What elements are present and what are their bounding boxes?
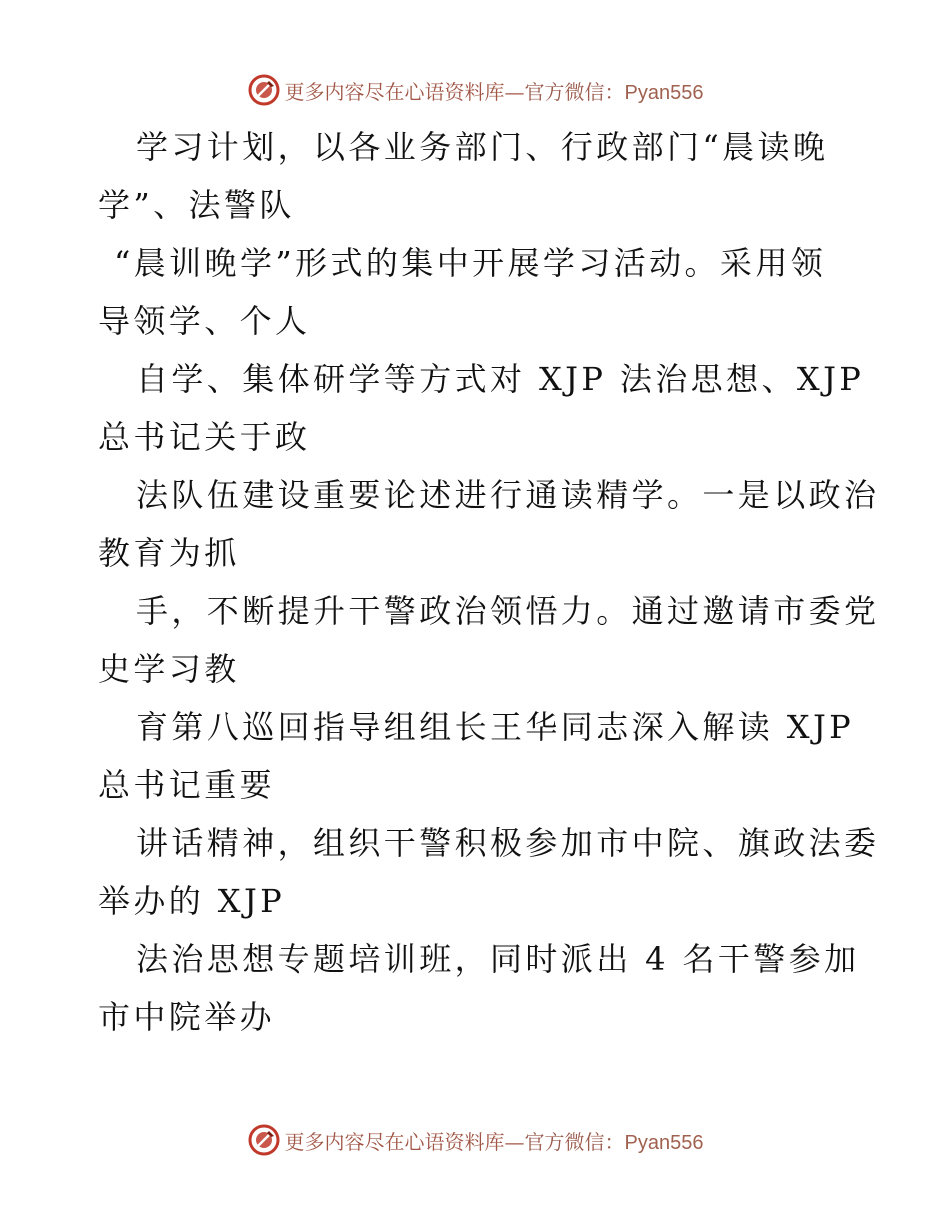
brand-logo-icon: [247, 1123, 281, 1157]
watermark-text: 更多内容尽在心语资料库: [284, 79, 505, 104]
watermark-wechat-label: 官方微信：: [524, 1129, 625, 1154]
paragraph: [0, 698, 950, 814]
paragraph-line: 总书记关于政: [98, 418, 311, 456]
paragraph: [0, 118, 950, 234]
paragraph-line: 市中院举办: [98, 998, 276, 1036]
watermark-dash: —: [504, 1129, 525, 1154]
paragraph: [0, 930, 950, 1046]
paragraph-line: 举办的 XJP: [98, 882, 286, 920]
paragraph-line: 育第八巡回指导组组长王华同志深入解读 XJP: [136, 708, 855, 746]
paragraph: [0, 814, 950, 930]
brand-logo-icon: [247, 73, 281, 107]
paragraph-line: 自学、集体研学等方式对 XJP 法治思想、XJP: [136, 360, 865, 398]
watermark-wechat-label: 官方微信：: [524, 79, 625, 104]
footer-watermark: [0, 1120, 950, 1160]
paragraph-line: 讲话精神，组织干警积极参加市中院、旗政法委: [136, 824, 880, 862]
document-body: [0, 118, 950, 1046]
watermark-dash: —: [504, 79, 525, 104]
watermark-wechat-id: Pyan556: [624, 1131, 704, 1154]
paragraph-line: 法队伍建设重要论述进行通读精学。一是以政治: [136, 476, 880, 514]
watermark-text: 更多内容尽在心语资料库: [284, 1129, 505, 1154]
paragraph-line: 史学习教: [98, 650, 240, 688]
paragraph-line: 手，不断提升干警政治领悟力。通过邀请市委党: [136, 592, 880, 630]
paragraph: [0, 350, 950, 466]
paragraph-line: 学习计划，以各业务部门、行政部门“晨读晚: [136, 128, 829, 166]
paragraph: [0, 466, 950, 582]
paragraph-line: 教育为抓: [98, 534, 240, 572]
paragraph-line: 导领学、个人: [98, 302, 311, 340]
paragraph-line: 总书记重要: [98, 766, 276, 804]
paragraph: [0, 234, 950, 350]
paragraph-line: 学”、法警队: [98, 186, 295, 224]
paragraph-line: 法治思想专题培训班，同时派出 4 名干警参加: [136, 940, 860, 978]
paragraph: [0, 582, 950, 698]
watermark-wechat-id: Pyan556: [624, 81, 704, 104]
paragraph-line: “晨训晚学”形式的集中开展学习活动。采用领: [114, 244, 827, 282]
header-watermark: [0, 70, 950, 110]
